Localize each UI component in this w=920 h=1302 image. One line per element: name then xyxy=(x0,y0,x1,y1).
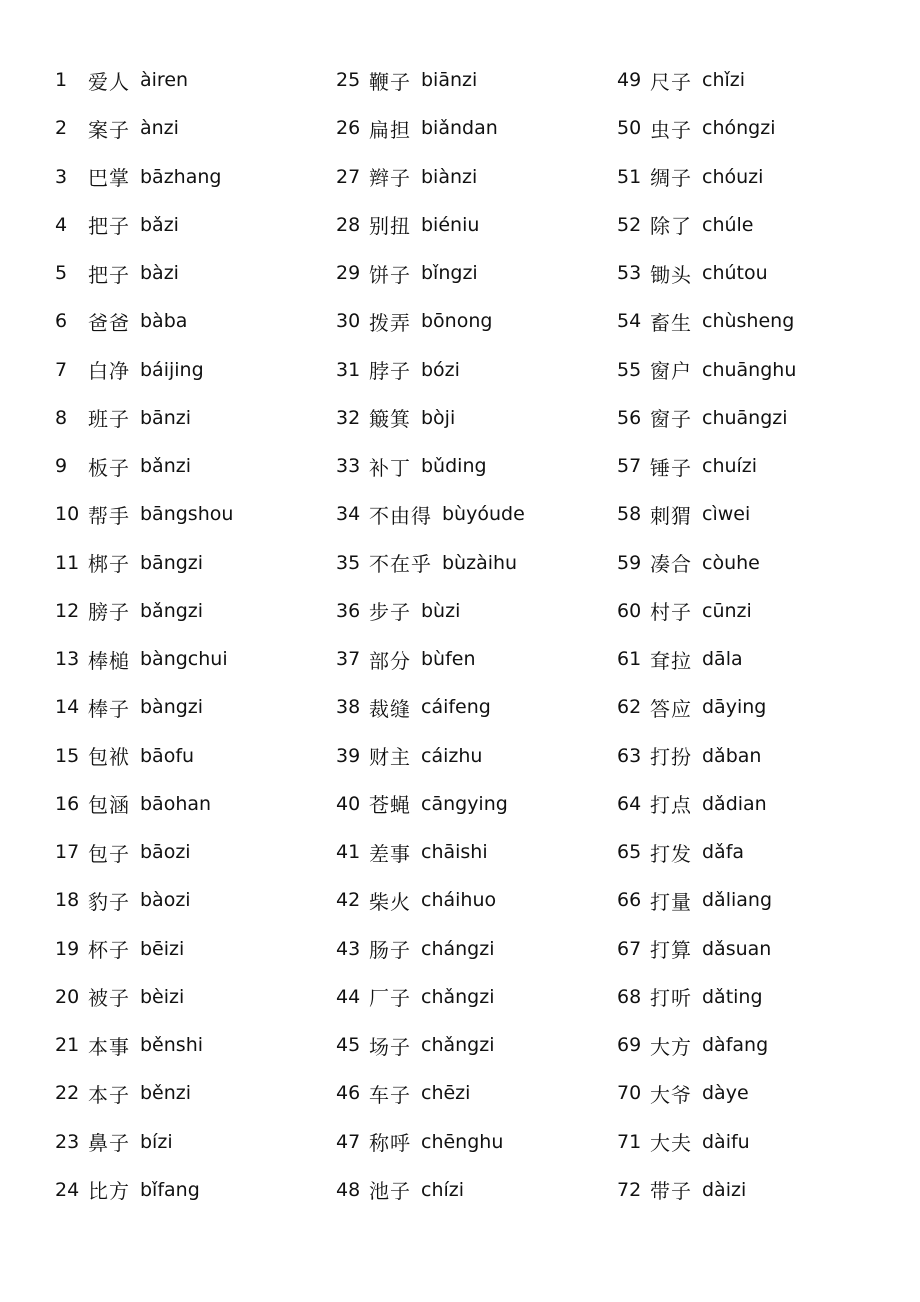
entry-number: 41 xyxy=(336,841,361,864)
entry-word: 被子 xyxy=(88,986,130,1011)
word-entry xyxy=(55,973,345,1021)
entry-word: 班子 xyxy=(88,407,130,432)
entry-pinyin: běnshi xyxy=(140,1034,204,1057)
entry-word: 杯子 xyxy=(88,938,130,963)
entry-pinyin: cìwei xyxy=(702,503,751,526)
entry-number: 16 xyxy=(55,792,80,815)
word-entry xyxy=(617,973,907,1021)
word-entry xyxy=(55,780,345,828)
entry-pinyin: cáifeng xyxy=(421,696,491,719)
entry-number: 31 xyxy=(336,358,361,381)
entry-word: 肠子 xyxy=(369,938,411,963)
entry-number: 8 xyxy=(55,406,68,429)
entry-word: 打扮 xyxy=(650,745,692,770)
word-entry xyxy=(336,828,626,876)
word-entry xyxy=(55,539,345,587)
word-entry xyxy=(336,104,626,152)
entry-number: 47 xyxy=(336,1130,361,1153)
entry-pinyin: chuāngzi xyxy=(702,406,788,429)
entry-word: 本子 xyxy=(88,1082,130,1107)
entry-pinyin: còuhe xyxy=(702,551,760,574)
word-column-1 xyxy=(55,56,345,1214)
entry-word: 包袱 xyxy=(88,745,130,770)
entry-pinyin: chēnghu xyxy=(421,1130,504,1153)
entry-word: 刺猬 xyxy=(650,503,692,528)
entry-pinyin: dǎting xyxy=(702,985,763,1008)
entry-number: 67 xyxy=(617,937,642,960)
word-entry xyxy=(617,297,907,345)
entry-pinyin: bàzi xyxy=(140,262,179,285)
entry-word: 柴火 xyxy=(369,889,411,914)
word-entry xyxy=(336,539,626,587)
entry-number: 69 xyxy=(617,1034,642,1057)
entry-word: 巴掌 xyxy=(88,166,130,191)
entry-word: 把子 xyxy=(88,214,130,239)
entry-word: 爱人 xyxy=(88,69,130,94)
entry-number: 55 xyxy=(617,358,642,381)
entry-word: 鞭子 xyxy=(369,69,411,94)
entry-pinyin: dàifu xyxy=(702,1130,750,1153)
word-entry xyxy=(617,153,907,201)
entry-pinyin: chízi xyxy=(421,1178,465,1201)
entry-pinyin: běnzi xyxy=(140,1082,192,1105)
entry-pinyin: bùzi xyxy=(421,599,461,622)
entry-pinyin: cāngying xyxy=(421,792,508,815)
entry-number: 39 xyxy=(336,744,361,767)
entry-pinyin: bǎzi xyxy=(140,213,179,236)
entry-word: 棒子 xyxy=(88,696,130,721)
entry-pinyin: bōnong xyxy=(421,310,493,333)
entry-number: 36 xyxy=(336,599,361,622)
entry-pinyin: chútou xyxy=(702,262,768,285)
entry-word: 打发 xyxy=(650,841,692,866)
entry-number: 32 xyxy=(336,406,361,429)
entry-number: 40 xyxy=(336,792,361,815)
entry-pinyin: chuānghu xyxy=(702,358,797,381)
entry-number: 46 xyxy=(336,1082,361,1105)
entry-number: 50 xyxy=(617,117,642,140)
entry-word: 窗户 xyxy=(650,359,692,384)
entry-pinyin: dǎliang xyxy=(702,889,773,912)
entry-number: 26 xyxy=(336,117,361,140)
word-entry xyxy=(55,587,345,635)
entry-number: 42 xyxy=(336,889,361,912)
entry-number: 51 xyxy=(617,165,642,188)
entry-pinyin: biǎndan xyxy=(421,117,498,140)
entry-pinyin: dǎban xyxy=(702,744,762,767)
entry-number: 27 xyxy=(336,165,361,188)
entry-word: 步子 xyxy=(369,600,411,625)
entry-word: 差事 xyxy=(369,841,411,866)
entry-pinyin: bùfen xyxy=(421,648,476,671)
word-entry xyxy=(336,1118,626,1166)
entry-pinyin: cūnzi xyxy=(702,599,752,622)
entry-word: 畜生 xyxy=(650,310,692,335)
entry-word: 辫子 xyxy=(369,166,411,191)
entry-number: 29 xyxy=(336,262,361,285)
entry-word: 包涵 xyxy=(88,793,130,818)
entry-pinyin: chóuzi xyxy=(702,165,764,188)
word-entry xyxy=(55,732,345,780)
word-entry xyxy=(55,201,345,249)
word-entry xyxy=(55,249,345,297)
entry-word: 梆子 xyxy=(88,552,130,577)
word-entry xyxy=(55,1166,345,1214)
entry-number: 11 xyxy=(55,551,80,574)
word-entry xyxy=(55,1021,345,1069)
word-entry xyxy=(617,1069,907,1117)
word-entry xyxy=(55,925,345,973)
entry-pinyin: chēzi xyxy=(421,1082,471,1105)
word-entry xyxy=(617,780,907,828)
entry-word: 部分 xyxy=(369,648,411,673)
word-entry xyxy=(617,249,907,297)
entry-number: 21 xyxy=(55,1034,80,1057)
entry-pinyin: bāohan xyxy=(140,792,212,815)
word-entry xyxy=(617,56,907,104)
entry-pinyin: chǐzi xyxy=(702,69,746,92)
entry-pinyin: dāying xyxy=(702,696,767,719)
entry-number: 37 xyxy=(336,648,361,671)
entry-number: 33 xyxy=(336,455,361,478)
entry-word: 称呼 xyxy=(369,1131,411,1156)
entry-pinyin: chāishi xyxy=(421,841,488,864)
entry-number: 13 xyxy=(55,648,80,671)
word-entry xyxy=(617,732,907,780)
entry-pinyin: dǎdian xyxy=(702,792,767,815)
entry-word: 白净 xyxy=(88,359,130,384)
word-entry xyxy=(336,1021,626,1069)
word-entry xyxy=(617,1166,907,1214)
entry-word: 本事 xyxy=(88,1034,130,1059)
entry-pinyin: bàngchui xyxy=(140,648,228,671)
entry-number: 58 xyxy=(617,503,642,526)
entry-pinyin: cháihuo xyxy=(421,889,497,912)
entry-number: 22 xyxy=(55,1082,80,1105)
entry-number: 15 xyxy=(55,744,80,767)
entry-number: 6 xyxy=(55,310,68,333)
entry-pinyin: dàye xyxy=(702,1082,749,1105)
entry-number: 62 xyxy=(617,696,642,719)
word-entry xyxy=(336,1166,626,1214)
entry-pinyin: bàngzi xyxy=(140,696,204,719)
word-entry xyxy=(617,1118,907,1166)
entry-pinyin: bǎnzi xyxy=(140,455,191,478)
entry-number: 2 xyxy=(55,117,68,140)
entry-number: 53 xyxy=(617,262,642,285)
entry-number: 63 xyxy=(617,744,642,767)
word-entry xyxy=(336,925,626,973)
entry-pinyin: bǎngzi xyxy=(140,599,204,622)
word-entry xyxy=(336,56,626,104)
entry-word: 村子 xyxy=(650,600,692,625)
entry-word: 爸爸 xyxy=(88,310,130,335)
entry-number: 35 xyxy=(336,551,361,574)
entry-number: 57 xyxy=(617,455,642,478)
word-entry xyxy=(617,587,907,635)
entry-number: 25 xyxy=(336,69,361,92)
word-entry xyxy=(336,201,626,249)
entry-pinyin: dǎsuan xyxy=(702,937,772,960)
word-entry xyxy=(617,1021,907,1069)
entry-number: 44 xyxy=(336,985,361,1008)
entry-pinyin: bāngshou xyxy=(140,503,234,526)
word-entry xyxy=(617,346,907,394)
entry-word: 锄头 xyxy=(650,262,692,287)
entry-pinyin: bòji xyxy=(421,406,456,429)
word-entry xyxy=(617,539,907,587)
word-entry xyxy=(55,153,345,201)
word-entry xyxy=(336,442,626,490)
entry-pinyin: bózi xyxy=(421,358,460,381)
entry-number: 45 xyxy=(336,1034,361,1057)
entry-number: 17 xyxy=(55,841,80,864)
entry-word: 带子 xyxy=(650,1179,692,1204)
word-entry xyxy=(336,732,626,780)
entry-pinyin: biéniu xyxy=(421,213,480,236)
entry-word: 豹子 xyxy=(88,889,130,914)
entry-number: 49 xyxy=(617,69,642,92)
entry-word: 耷拉 xyxy=(650,648,692,673)
word-entry xyxy=(617,490,907,538)
entry-number: 56 xyxy=(617,406,642,429)
word-entry xyxy=(336,346,626,394)
word-entry xyxy=(336,780,626,828)
entry-number: 19 xyxy=(55,937,80,960)
entry-pinyin: chóngzi xyxy=(702,117,776,140)
entry-number: 9 xyxy=(55,455,68,478)
entry-pinyin: chuízi xyxy=(702,455,758,478)
entry-word: 虫子 xyxy=(650,117,692,142)
entry-word: 比方 xyxy=(88,1179,130,1204)
word-entry xyxy=(336,490,626,538)
entry-word: 棒槌 xyxy=(88,648,130,673)
word-entry xyxy=(336,876,626,924)
entry-word: 大爷 xyxy=(650,1082,692,1107)
word-entry xyxy=(55,442,345,490)
entry-number: 38 xyxy=(336,696,361,719)
entry-word: 把子 xyxy=(88,262,130,287)
word-entry xyxy=(617,876,907,924)
entry-pinyin: dāla xyxy=(702,648,743,671)
entry-number: 60 xyxy=(617,599,642,622)
word-entry xyxy=(617,925,907,973)
entry-number: 12 xyxy=(55,599,80,622)
entry-pinyin: bēizi xyxy=(140,937,185,960)
entry-number: 14 xyxy=(55,696,80,719)
entry-word: 财主 xyxy=(369,745,411,770)
word-entry xyxy=(55,1069,345,1117)
entry-word: 别扭 xyxy=(369,214,411,239)
entry-word: 池子 xyxy=(369,1179,411,1204)
word-entry xyxy=(55,490,345,538)
word-entry xyxy=(617,683,907,731)
word-entry xyxy=(55,394,345,442)
entry-word: 打量 xyxy=(650,889,692,914)
entry-word: 不由得 xyxy=(369,503,432,528)
entry-number: 1 xyxy=(55,69,68,92)
entry-word: 答应 xyxy=(650,696,692,721)
word-entry xyxy=(617,201,907,249)
entry-number: 43 xyxy=(336,937,361,960)
entry-pinyin: bǐngzi xyxy=(421,262,478,285)
entry-word: 除了 xyxy=(650,214,692,239)
entry-word: 鼻子 xyxy=(88,1131,130,1156)
entry-word: 簸箕 xyxy=(369,407,411,432)
entry-pinyin: bèizi xyxy=(140,985,185,1008)
word-entry xyxy=(336,249,626,297)
word-entry xyxy=(336,297,626,345)
entry-number: 66 xyxy=(617,889,642,912)
entry-word: 大方 xyxy=(650,1034,692,1059)
entry-number: 71 xyxy=(617,1130,642,1153)
word-entry xyxy=(55,346,345,394)
entry-number: 28 xyxy=(336,213,361,236)
entry-word: 车子 xyxy=(369,1082,411,1107)
entry-pinyin: bāofu xyxy=(140,744,195,767)
word-column-3 xyxy=(617,56,907,1214)
entry-number: 72 xyxy=(617,1178,642,1201)
word-entry xyxy=(336,1069,626,1117)
word-column-2 xyxy=(336,56,626,1214)
entry-number: 20 xyxy=(55,985,80,1008)
entry-pinyin: bǔding xyxy=(421,455,487,478)
entry-word: 打算 xyxy=(650,938,692,963)
entry-pinyin: dàfang xyxy=(702,1034,769,1057)
word-entry xyxy=(336,973,626,1021)
word-entry xyxy=(336,683,626,731)
entry-number: 68 xyxy=(617,985,642,1008)
entry-pinyin: bāozi xyxy=(140,841,191,864)
word-entry xyxy=(617,635,907,683)
entry-number: 7 xyxy=(55,358,68,381)
entry-number: 48 xyxy=(336,1178,361,1201)
word-entry xyxy=(336,587,626,635)
entry-word: 板子 xyxy=(88,455,130,480)
entry-word: 厂子 xyxy=(369,986,411,1011)
entry-number: 18 xyxy=(55,889,80,912)
entry-word: 苍蝇 xyxy=(369,793,411,818)
entry-word: 饼子 xyxy=(369,262,411,287)
entry-word: 裁缝 xyxy=(369,696,411,721)
entry-number: 52 xyxy=(617,213,642,236)
word-entry xyxy=(336,153,626,201)
entry-pinyin: bízi xyxy=(140,1130,173,1153)
entry-pinyin: chúle xyxy=(702,213,754,236)
entry-number: 10 xyxy=(55,503,80,526)
entry-word: 场子 xyxy=(369,1034,411,1059)
entry-pinyin: bùzàihu xyxy=(442,551,518,574)
entry-pinyin: chángzi xyxy=(421,937,495,960)
entry-pinyin: cáizhu xyxy=(421,744,483,767)
entry-word: 凑合 xyxy=(650,552,692,577)
entry-word: 脖子 xyxy=(369,359,411,384)
entry-pinyin: bāngzi xyxy=(140,551,204,574)
entry-pinyin: bāzhang xyxy=(140,165,222,188)
word-entry xyxy=(55,876,345,924)
entry-word: 扁担 xyxy=(369,117,411,142)
entry-number: 64 xyxy=(617,792,642,815)
word-entry xyxy=(55,1118,345,1166)
word-entry xyxy=(55,635,345,683)
entry-number: 5 xyxy=(55,262,68,285)
word-entry xyxy=(55,56,345,104)
entry-pinyin: chǎngzi xyxy=(421,985,495,1008)
entry-word: 打听 xyxy=(650,986,692,1011)
entry-word: 补丁 xyxy=(369,455,411,480)
entry-number: 34 xyxy=(336,503,361,526)
entry-pinyin: dǎfa xyxy=(702,841,745,864)
entry-pinyin: bàba xyxy=(140,310,188,333)
entry-pinyin: bàozi xyxy=(140,889,191,912)
entry-word: 拨弄 xyxy=(369,310,411,335)
entry-pinyin: bānzi xyxy=(140,406,191,429)
entry-number: 24 xyxy=(55,1178,80,1201)
word-entry xyxy=(336,635,626,683)
entry-number: 65 xyxy=(617,841,642,864)
entry-word: 包子 xyxy=(88,841,130,866)
entry-number: 3 xyxy=(55,165,68,188)
entry-word: 大夫 xyxy=(650,1131,692,1156)
entry-pinyin: biānzi xyxy=(421,69,478,92)
word-entry xyxy=(617,828,907,876)
entry-word: 锤子 xyxy=(650,455,692,480)
entry-word: 绸子 xyxy=(650,166,692,191)
entry-number: 59 xyxy=(617,551,642,574)
entry-number: 23 xyxy=(55,1130,80,1153)
entry-pinyin: bǐfang xyxy=(140,1178,200,1201)
entry-pinyin: bùyóude xyxy=(442,503,525,526)
word-entry xyxy=(336,394,626,442)
entry-pinyin: dàizi xyxy=(702,1178,747,1201)
entry-word: 窗子 xyxy=(650,407,692,432)
entry-number: 70 xyxy=(617,1082,642,1105)
entry-pinyin: chǎngzi xyxy=(421,1034,495,1057)
entry-word: 案子 xyxy=(88,117,130,142)
word-entry xyxy=(617,394,907,442)
word-entry xyxy=(55,828,345,876)
entry-word: 不在乎 xyxy=(369,552,432,577)
entry-number: 30 xyxy=(336,310,361,333)
entry-pinyin: chùsheng xyxy=(702,310,795,333)
entry-pinyin: báijing xyxy=(140,358,204,381)
entry-pinyin: ànzi xyxy=(140,117,179,140)
entry-number: 4 xyxy=(55,213,68,236)
word-entry xyxy=(55,683,345,731)
entry-number: 61 xyxy=(617,648,642,671)
word-entry xyxy=(617,104,907,152)
entry-word: 帮手 xyxy=(88,503,130,528)
entry-word: 膀子 xyxy=(88,600,130,625)
entry-word: 尺子 xyxy=(650,69,692,94)
entry-number: 54 xyxy=(617,310,642,333)
entry-word: 打点 xyxy=(650,793,692,818)
word-entry xyxy=(617,442,907,490)
word-entry xyxy=(55,104,345,152)
word-entry xyxy=(55,297,345,345)
entry-pinyin: biànzi xyxy=(421,165,478,188)
entry-pinyin: àiren xyxy=(140,69,189,92)
